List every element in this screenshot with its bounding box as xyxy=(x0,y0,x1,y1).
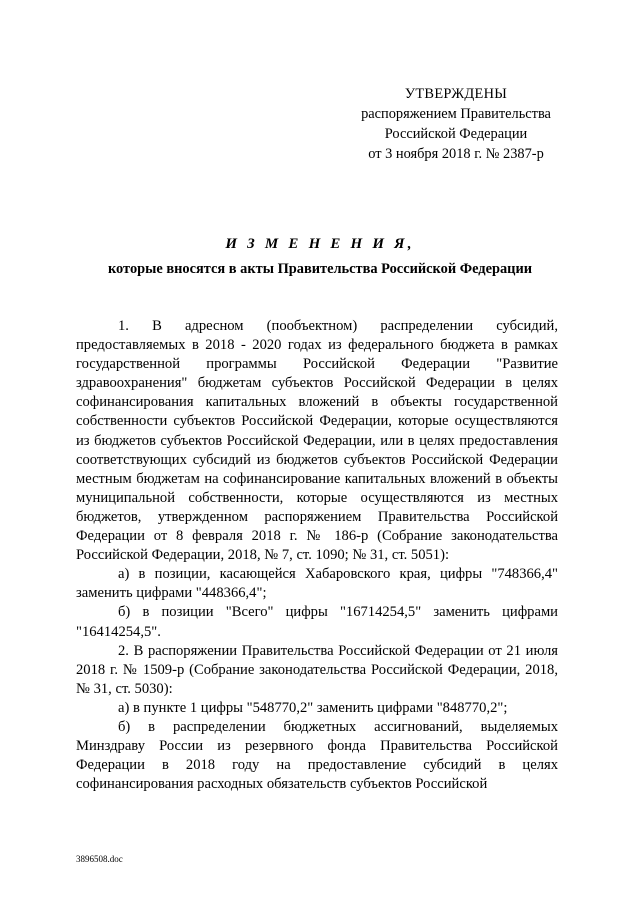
paragraph-2b: б) в распределении бюджетных ассигнований, выделяемых Минздраву России из резервного фонда Правительства Российской Федерации в 2018 году на предоставление субсидий в целях софинансирования расходных обязательств субъектов Российской xyxy=(76,718,558,793)
paragraph-2: 2. В распоряжении Правительства Российской Федерации от 21 июля 2018 г. № 1509-р (Собрание законодательства Российской Федерации, 2018, № 31, ст. 5030): xyxy=(76,642,558,697)
document-subheading: которые вносятся в акты Правительства Российской Федерации xyxy=(107,261,533,277)
approval-line-2: Российской Федерации xyxy=(384,126,528,142)
approval-block xyxy=(347,84,565,164)
approval-line-1: распоряжением Правительства xyxy=(361,106,551,122)
approval-title: УТВЕРЖДЕНЫ xyxy=(404,86,508,102)
document-heading: И З М Е Н Е Н И Я, xyxy=(225,236,415,252)
paragraph-1a: а) в позиции, касающейся Хабаровского края, цифры "748366,4" заменить цифрами "448366,4"; xyxy=(76,566,558,602)
paragraph-1: 1. В адресном (пообъектном) распределении субсидий, предоставляемых в 2018 - 2020 годах из федерального бюджета в рамках государственной программы Российской Федерации "Развитие здравоохранения" бюджетам субъектов Российской Федерации в целях софинансирования капитальных вложений в объекты государственной собственности субъектов Российской Федерации, которые осуществляются из бюджетов субъектов Российской Федерации, или в целях предоставления соответствующих субсидий из бюджетов субъектов Российской Федерации местным бюджетам на софинансирование капитальных вложений в объекты муниципальной собственности, которые осуществляются из местных бюджетов, утвержденном распоряжением Правительства Российской Федерации от 8 февраля 2018 г. № 186-р (Собрание законодательства Российской Федерации, 2018, № 7, ст. 1090; № 31, ст. 5051): xyxy=(76,318,558,564)
approval-line-3: от 3 ноября 2018 г. № 2387-р xyxy=(368,146,544,162)
document-body xyxy=(76,317,558,794)
file-name-footer: 3896508.doc xyxy=(76,854,123,864)
paragraph-2a: а) в пункте 1 цифры "548770,2" заменить цифрами "848770,2"; xyxy=(118,699,508,716)
paragraph-1b: б) в позиции "Всего" цифры "16714254,5" заменить цифрами "16414254,5". xyxy=(76,604,558,640)
